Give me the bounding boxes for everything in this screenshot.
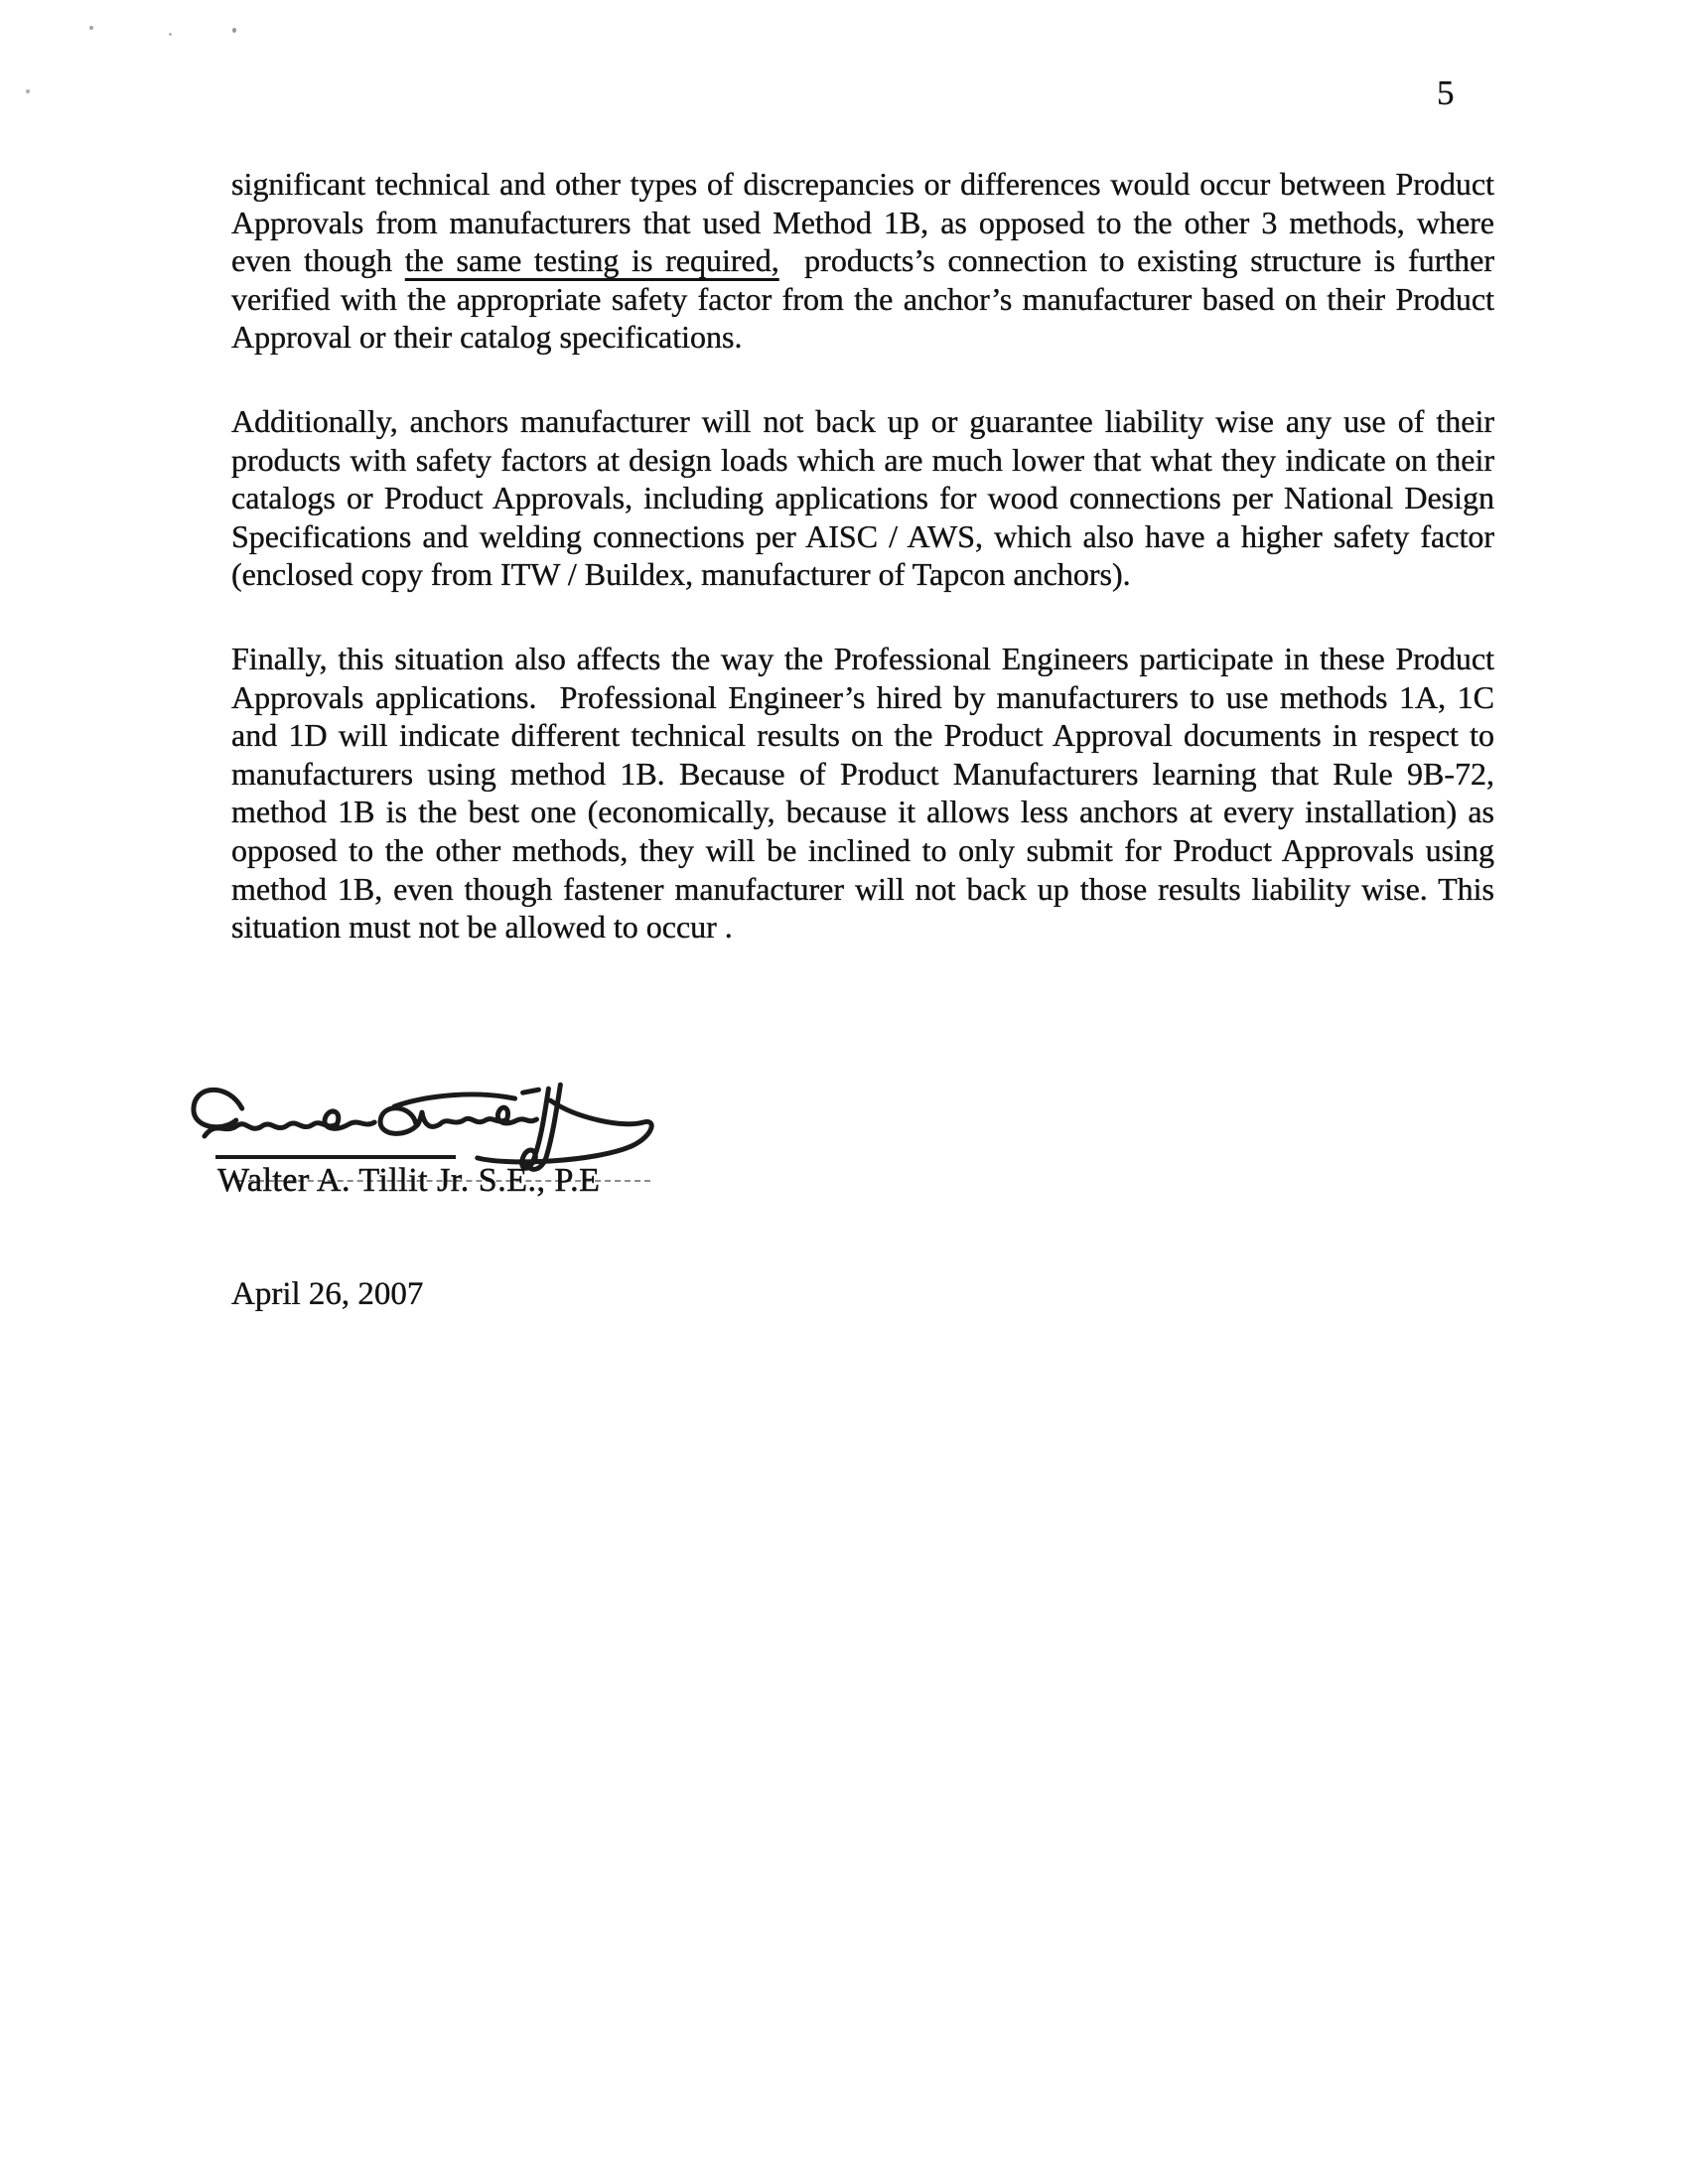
signature-underline <box>215 1155 456 1159</box>
paragraph-2: Additionally, anchors manufacturer will not back up or guarantee liability wise any use of their products with safety factors at design loads which are much lower that what they indicate on their catalogs or Product Approvals, including applications for wood connections per National Design Specifications and welding connections per AISC / AWS, which also have a higher safety factor (enclosed copy from ITW / Buildex, manufacturer of Tapcon anchors). <box>231 402 1494 593</box>
paragraph-1-continued: products’s connection to existing structure is further verified with the appropriate safety factor from the anchor’s manufacturer based on their Product Approval or their catalog specifications. <box>231 242 1494 356</box>
signer-name: Walter A. Tillit Jr. S.E., P.E <box>217 1162 601 1199</box>
paragraph-3: Finally, this situation also affects the way the Professional Engineers participate in these Product Approvals applications. Professional Engineer’s hired by manufacturers to use methods 1A, 1C and 1D will indicate different technical results on the Product Approval documents in respect to manufacturers using method 1B. Because of Product Manufacturers learning that Rule 9B-72, method 1B is the best one (economically, because it allows less anchors at every installation) as opposed to the other methods, they will be inclined to only submit for Product Approvals using method 1B, even though fastener manufacturer will not back up those results liability wise. This situation must not be allowed to occur . <box>231 640 1494 946</box>
underlined-phrase: the same testing is required, <box>404 242 779 279</box>
paragraph-1 <box>231 165 1494 357</box>
scan-speckle <box>169 33 172 36</box>
letter-date: April 26, 2007 <box>231 1276 424 1312</box>
scan-speckle <box>89 26 93 30</box>
paragraph-1-text: significant technical and other types of discrepancies or differences would occur between Product Approvals from manufacturers that used Method 1B, as opposed to the other 3 methods, where even though <box>231 166 1494 279</box>
scan-speckle <box>26 89 30 93</box>
letter-body <box>231 165 1494 992</box>
scan-speckle <box>232 28 236 33</box>
page-number: 5 <box>1437 73 1455 112</box>
